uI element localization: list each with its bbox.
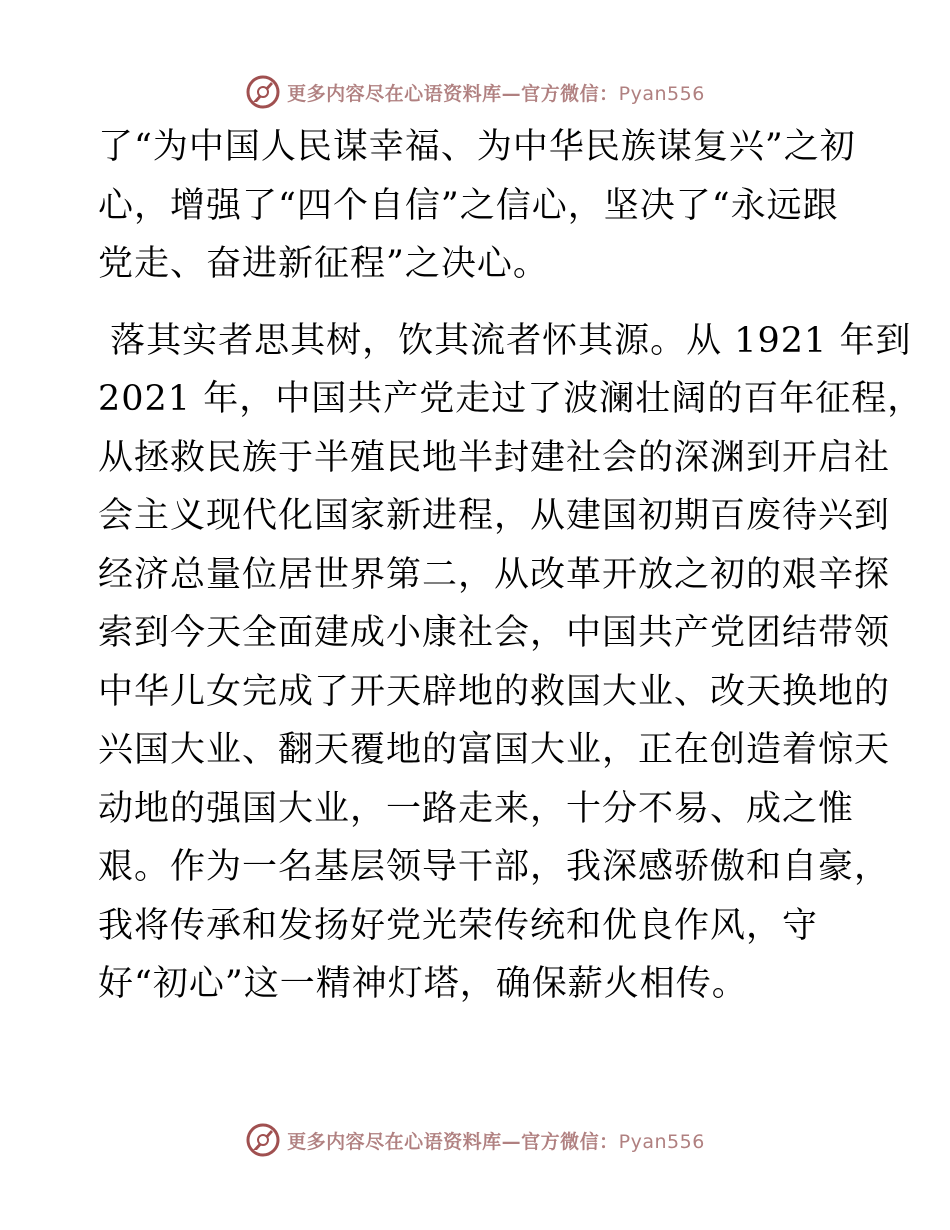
text-line: 会主义现代化国家新进程，从建国初期百废待兴到 bbox=[98, 496, 891, 536]
quill-logo-icon bbox=[245, 1122, 281, 1158]
text-line: 兴国大业、翻天覆地的富国大业，正在创造着惊天 bbox=[98, 730, 891, 770]
text-line: 落其实者思其树，饮其流者怀其源。从 1921 年到 bbox=[98, 320, 912, 361]
text-line: 心，增强了“四个自信”之信心，坚决了“永远跟 bbox=[98, 185, 839, 226]
footer-watermark-banner bbox=[0, 1120, 950, 1160]
banner-wechat-id: Pyan556 bbox=[618, 1130, 705, 1153]
paragraph-spacer bbox=[98, 294, 858, 312]
banner-wechat-id: Pyan556 bbox=[618, 82, 705, 105]
text-line: 索到今天全面建成小康社会，中国共产党团结带领 bbox=[98, 613, 891, 653]
banner-text: 更多内容尽在心语资料库—官方微信： bbox=[287, 1130, 619, 1153]
paragraph-1 bbox=[98, 118, 858, 294]
text-line: 经济总量位居世界第二，从改革开放之初的艰辛探 bbox=[98, 554, 891, 595]
banner-text: 更多内容尽在心语资料库—官方微信： bbox=[287, 82, 619, 105]
text-line: 我将传承和发扬好党光荣传统和优良作风，守 bbox=[98, 905, 819, 946]
quill-logo-icon bbox=[245, 74, 281, 110]
header-watermark-banner bbox=[0, 72, 950, 112]
text-line: 好“初心”这一精神灯塔，确保薪火相传。 bbox=[98, 964, 748, 1004]
text-line: 中华儿女完成了开天辟地的救国大业、改天换地的 bbox=[98, 671, 891, 712]
text-line: 艰。作为一名基层领导干部，我深感骄傲和自豪， bbox=[98, 847, 891, 887]
text-line: 了“为中国人民谋幸福、为中华民族谋复兴”之初 bbox=[98, 127, 856, 167]
paragraph-2 bbox=[98, 312, 924, 1014]
text-line: 党走、奋进新征程”之决心。 bbox=[98, 244, 549, 284]
document-body bbox=[98, 118, 924, 1014]
text-line: 动地的强国大业，一路走来，十分不易、成之惟 bbox=[98, 788, 855, 829]
text-line: 从拯救民族于半殖民地半封建社会的深渊到开启社 bbox=[98, 437, 891, 478]
text-line: 2021 年，中国共产党走过了波澜壮阔的百年征程， bbox=[98, 379, 924, 419]
